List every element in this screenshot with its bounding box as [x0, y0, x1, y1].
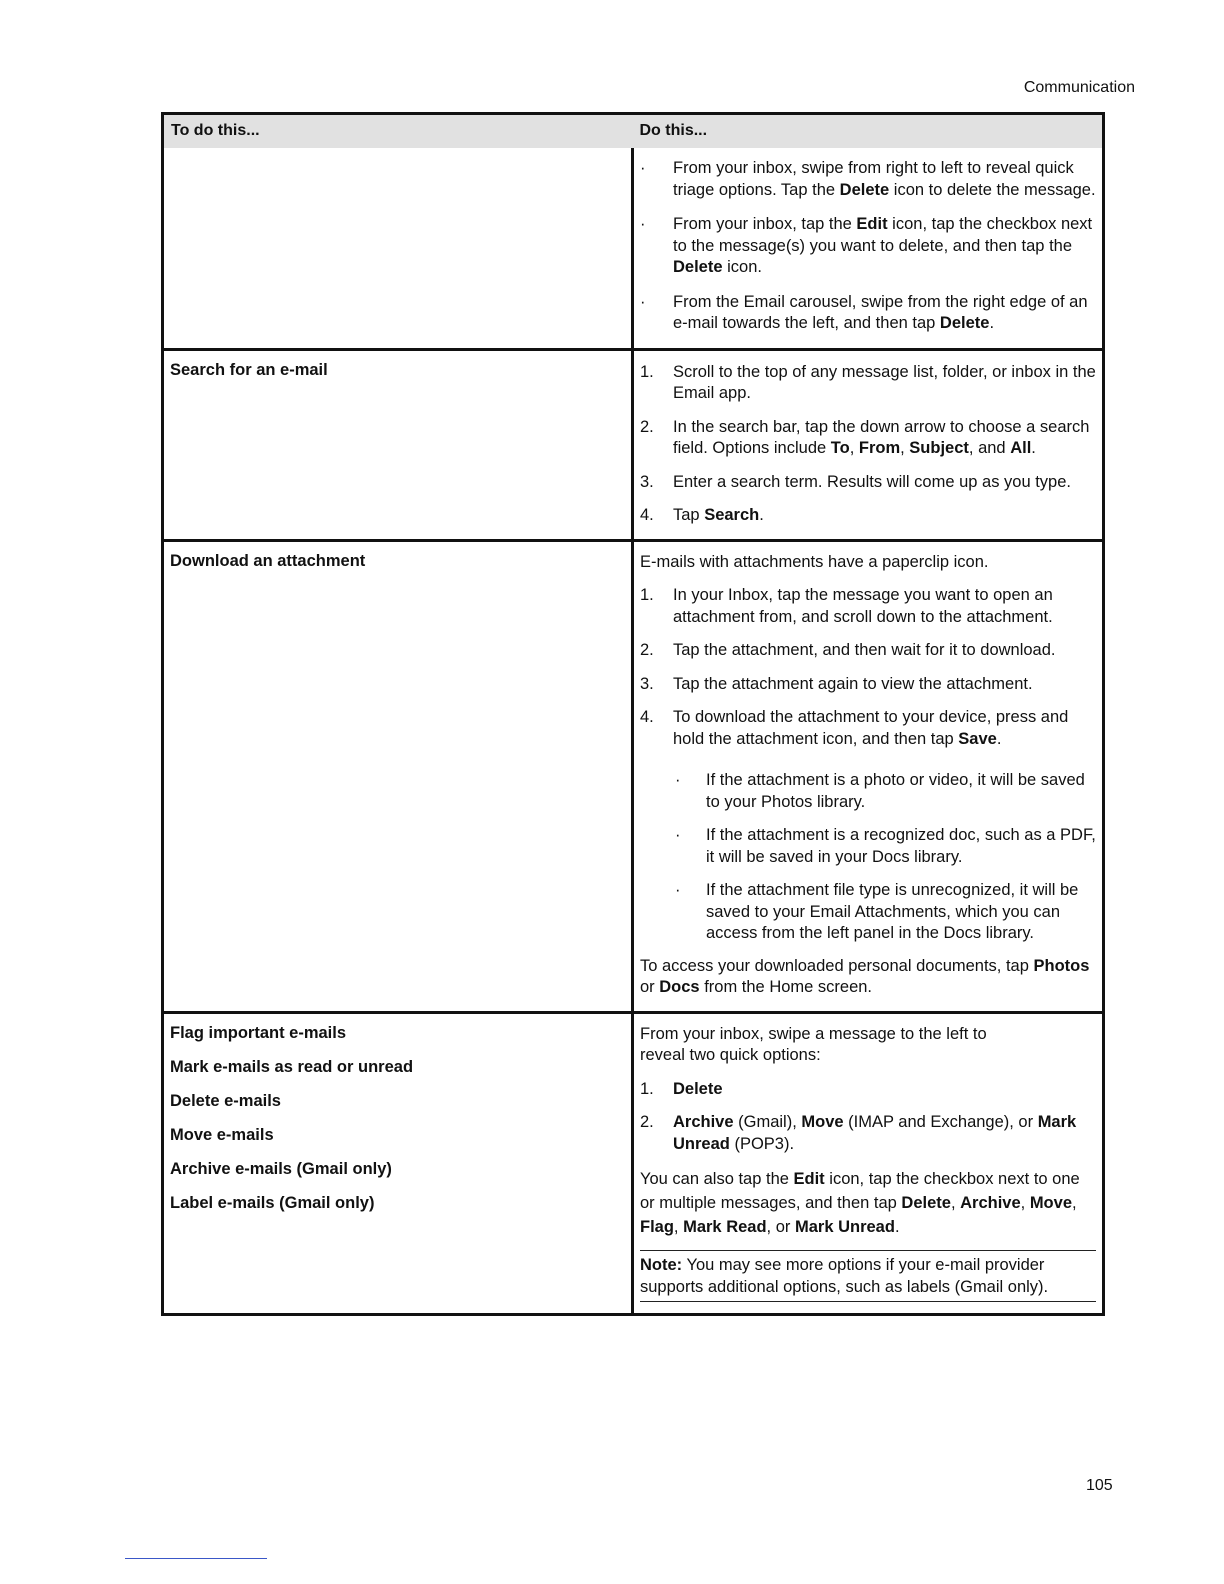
text-run: You can also tap the [640, 1170, 794, 1188]
text-run: To access your downloaded personal documents, tap [640, 956, 1034, 975]
item-text: If the attachment is a recognized doc, such as a PDF, it will be saved in your Docs library. [706, 826, 1096, 866]
task-label: Label e-mails (Gmail only) [170, 1193, 375, 1212]
list-item [640, 292, 1096, 335]
list-item [640, 417, 1096, 460]
emphasis-text: Edit [856, 215, 888, 233]
emphasis-text: Flag [640, 1218, 674, 1236]
emphasis-text: To [830, 439, 850, 457]
item-text [673, 362, 1096, 405]
step-number: 2. [640, 641, 654, 659]
instruction-table [161, 112, 1105, 1316]
emphasis-text: Mark Unread [794, 1218, 895, 1236]
note-box [640, 1250, 1096, 1302]
bullet-marker: · [640, 159, 646, 177]
list-item [640, 362, 1096, 405]
list-item [640, 585, 1096, 628]
text-run: , and [968, 439, 1011, 457]
step-number: 4. [640, 506, 654, 524]
also-text [640, 1167, 1096, 1239]
item-text [673, 158, 1096, 201]
task-label: Delete e-mails [170, 1091, 281, 1110]
intro-text: From your inbox, swipe a message to the left to reveal two quick options: [640, 1024, 987, 1064]
text-run: Tap the attachment again to view the attachment. [673, 674, 1033, 693]
step-number: 1. [640, 362, 654, 381]
action-cell [633, 1012, 1104, 1315]
text-run: From your inbox, tap the [673, 215, 857, 233]
item-text [673, 214, 1096, 279]
text-run: . [759, 506, 764, 524]
task-label: Archive e-mails (Gmail only) [170, 1159, 392, 1178]
text-run: icon to delete the message. [889, 180, 1096, 199]
bullet-marker: · [640, 215, 646, 233]
text-run: icon. [722, 258, 762, 276]
text-run: (POP3). [729, 1134, 795, 1153]
table-header-row [163, 114, 1104, 149]
emphasis-text: Photos [1033, 956, 1090, 975]
task-cell [163, 148, 633, 349]
step-number: 3. [640, 472, 654, 491]
step-number: 4. [640, 708, 654, 726]
step-number: 3. [640, 674, 654, 693]
text-run: . [1031, 439, 1036, 457]
list-item [640, 674, 1096, 696]
intro-text: E-mails with attachments have a paperclip icon. [640, 552, 989, 571]
text-run: Tap the attachment, and then wait for it to download. [673, 641, 1056, 659]
step-number: 1. [640, 1079, 654, 1098]
item-text [673, 640, 1096, 662]
step-number: 1. [640, 586, 654, 604]
text-run: From your inbox, swipe from right to left to reveal quick triage options. Tap the [673, 159, 1074, 199]
list-item [640, 640, 1096, 662]
emphasis-text: Delete [901, 1194, 951, 1212]
action-cell [633, 148, 1104, 349]
sub-list-item [640, 880, 1096, 945]
outro-text [640, 956, 1096, 999]
list-item [640, 1112, 1096, 1155]
step-list [640, 1079, 1096, 1156]
text-run: . [894, 1218, 900, 1236]
text-run: , [900, 439, 910, 457]
emphasis-text: Delete [673, 258, 723, 276]
text-run: Tap [673, 506, 705, 524]
emphasis-text: Archive [673, 1113, 734, 1131]
text-run: from the Home screen. [699, 978, 873, 996]
bullet-marker: · [675, 771, 681, 789]
item-text [673, 1079, 1096, 1101]
item-text [673, 505, 1096, 527]
emphasis-text: Mark Unread [673, 1113, 1077, 1153]
text-run: or [640, 978, 660, 996]
task-cell [163, 349, 633, 540]
action-cell [633, 540, 1104, 1012]
list-item [640, 158, 1096, 201]
footer-divider [125, 1558, 267, 1559]
text-run: To download the attachment to your device, press and hold the attachment icon, and then tap [673, 708, 1069, 748]
step-list [640, 585, 1096, 750]
emphasis-text: From [858, 439, 901, 457]
text-run: . [996, 729, 1002, 748]
task-label: Move e-mails [170, 1125, 274, 1144]
col-header-task: To do this... [163, 114, 633, 149]
step-number: 2. [640, 417, 654, 436]
step-list [640, 362, 1096, 527]
item-text [673, 1112, 1096, 1155]
step-number: 2. [640, 1113, 654, 1131]
page-number: 105 [1086, 1477, 1113, 1494]
list-item [640, 1079, 1096, 1101]
task-list [170, 1023, 625, 1215]
text-run: , [673, 1218, 684, 1236]
note-label: Note: [640, 1256, 683, 1274]
emphasis-text: Archive [960, 1194, 1021, 1212]
text-run: , [1072, 1194, 1077, 1212]
text-run: . [989, 314, 995, 332]
sub-list-item [640, 825, 1096, 868]
text-run: From the Email carousel, swipe from the right edge of an e-mail towards the left, and then tap [673, 292, 1088, 332]
task-label: Mark e-mails as read or unread [170, 1057, 414, 1076]
text-run: Enter a search term. Results will come up as you type. [673, 472, 1071, 491]
task-label: Flag important e-mails [170, 1023, 347, 1042]
text-run: , [950, 1194, 961, 1212]
item-text: If the attachment file type is unrecognized, it will be saved to your Email Attachments, which you can access from the left panel in the Docs library. [706, 881, 1079, 942]
task-label: Download an attachment [170, 551, 366, 570]
emphasis-text: Subject [909, 439, 969, 457]
text-run: , [1020, 1194, 1030, 1212]
emphasis-text: Edit [793, 1170, 825, 1188]
emphasis-text: Save [958, 729, 997, 748]
text-run: icon, tap the checkbox next to the message(s) you want to delete, and then tap the [673, 215, 1093, 255]
text-run: (Gmail), [733, 1113, 802, 1131]
list-item [640, 214, 1096, 279]
note-text: You may see more options if your e-mail provider supports additional options, such as labels (Gmail only). [640, 1256, 1049, 1296]
emphasis-text: Delete [839, 180, 890, 199]
emphasis-text: Mark Read [683, 1218, 767, 1236]
text-run: icon, tap the checkbox next to one or multiple messages, and then tap [640, 1170, 1080, 1212]
action-cell [633, 349, 1104, 540]
table-row [163, 1012, 1104, 1315]
task-label: Search for an e-mail [170, 360, 328, 379]
col-header-action: Do this... [633, 114, 1104, 149]
item-text: If the attachment is a photo or video, it will be saved to your Photos library. [706, 771, 1085, 811]
item-text [673, 417, 1096, 460]
list-item [640, 472, 1096, 494]
sub-list-item [640, 770, 1096, 813]
item-text [673, 674, 1096, 696]
text-run: , or [766, 1218, 795, 1236]
table-row [163, 148, 1104, 349]
section-title: Communication [1023, 79, 1135, 96]
task-cell [163, 1012, 633, 1315]
table-row [163, 349, 1104, 540]
emphasis-text: Delete [939, 314, 990, 332]
text-run: In your Inbox, tap the message you want to open an attachment from, and scroll down to the attachment. [673, 586, 1053, 626]
item-text [673, 292, 1096, 335]
item-text [673, 585, 1096, 628]
bullet-list [640, 158, 1096, 335]
emphasis-text: Delete [673, 1079, 723, 1098]
text-run: Scroll to the top of any message list, folder, or inbox in the Email app. [673, 362, 1096, 402]
sub-bullet-list [640, 770, 1096, 945]
list-item [640, 505, 1096, 527]
item-text [673, 472, 1096, 494]
bullet-marker: · [675, 826, 681, 844]
text-run: , [849, 439, 859, 457]
list-item [640, 707, 1096, 750]
emphasis-text: Docs [659, 978, 700, 996]
task-cell [163, 540, 633, 1012]
text-run: In the search bar, tap the down arrow to choose a search field. Options include [673, 417, 1090, 457]
emphasis-text: Search [704, 506, 760, 524]
emphasis-text: Move [801, 1113, 844, 1131]
text-run: (IMAP and Exchange), or [843, 1113, 1038, 1131]
table-row [163, 540, 1104, 1012]
item-text [673, 707, 1096, 750]
emphasis-text: Move [1029, 1194, 1072, 1212]
emphasis-text: All [1010, 439, 1032, 457]
bullet-marker: · [640, 292, 646, 311]
bullet-marker: · [675, 881, 681, 899]
